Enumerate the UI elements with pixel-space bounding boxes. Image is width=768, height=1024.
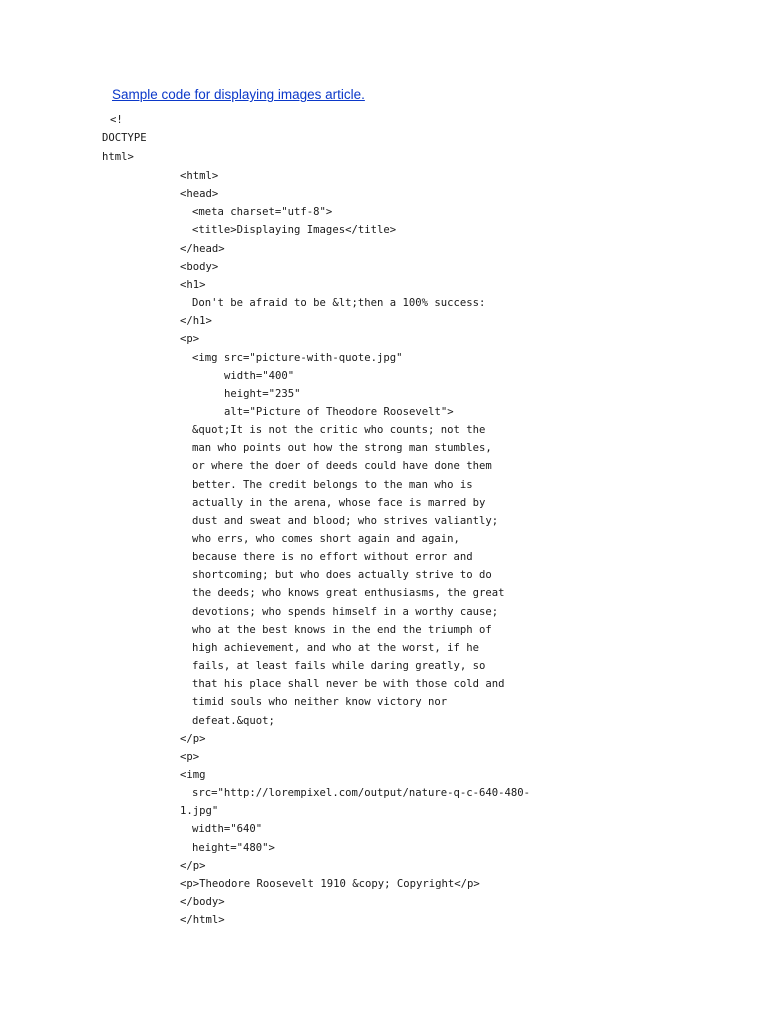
code-line: </p> <box>180 859 206 872</box>
code-line: man who points out how the strong man stumbles, <box>192 442 492 455</box>
code-line: timid souls who neither know victory nor <box>192 696 448 709</box>
code-line: <meta charset="utf-8"> <box>192 206 333 219</box>
code-line: because there is no effort without error and <box>192 551 473 564</box>
code-line: src="http://lorempixel.com/output/nature-q-c-640-480- <box>192 787 531 800</box>
code-line: defeat.&quot; <box>192 714 275 727</box>
code-line: <html> <box>180 170 219 182</box>
code-line: </head> <box>180 242 225 255</box>
code-line: alt="Picture of Theodore Roosevelt"> <box>224 405 454 418</box>
code-line: &quot;It is not the critic who counts; not the <box>192 424 486 437</box>
code-line: high achievement, and who at the worst, if he <box>192 641 480 654</box>
code-line: width="400" <box>224 369 295 382</box>
code-line: actually in the arena, whose face is marred by <box>192 496 486 509</box>
code-line: or where the doer of deeds could have done them <box>192 460 492 473</box>
code-line: </html> <box>180 914 225 927</box>
code-line: <body> <box>180 260 219 273</box>
code-line: width="640" <box>192 823 263 836</box>
code-line: html> <box>102 151 134 163</box>
code-line: <img <box>180 768 206 781</box>
sample-code-link[interactable]: Sample code for displaying images article. <box>112 87 365 102</box>
code-line: DOCTYPE <box>102 132 147 144</box>
code-line: </p> <box>180 732 206 745</box>
code-line: <title>Displaying Images</title> <box>192 224 397 237</box>
code-line: that his place shall never be with those cold and <box>192 678 505 691</box>
code-line: <p> <box>180 333 200 346</box>
code-line: who at the best knows in the end the triumph of <box>192 623 492 636</box>
code-line: height="480"> <box>192 841 275 854</box>
code-line: <h1> <box>180 278 206 291</box>
code-line: better. The credit belongs to the man who is <box>192 478 473 491</box>
code-line: <img src="picture-with-quote.jpg" <box>192 351 403 364</box>
code-line: the deeds; who knows great enthusiasms, the great <box>192 587 505 600</box>
code-line: shortcoming; but who does actually strive to do <box>192 569 492 582</box>
code-line: dust and sweat and blood; who strives valiantly; <box>192 514 499 527</box>
code-line: who errs, who comes short again and again, <box>192 533 460 545</box>
code-line: 1.jpg" <box>180 805 219 818</box>
code-line: <p> <box>180 750 200 763</box>
code-line: devotions; who spends himself in a worthy cause; <box>192 605 499 618</box>
code-line: <head> <box>180 188 219 201</box>
code-line: Don't be afraid to be &lt;then a 100% success: <box>192 297 486 310</box>
code-line: fails, at least fails while daring greatly, so <box>192 660 486 673</box>
code-line: height="235" <box>224 387 301 400</box>
code-line: </body> <box>180 896 225 908</box>
code-line: <! <box>110 114 123 126</box>
code-line: </h1> <box>180 315 212 328</box>
code-line: <p>Theodore Roosevelt 1910 &copy; Copyright</p> <box>180 877 480 890</box>
